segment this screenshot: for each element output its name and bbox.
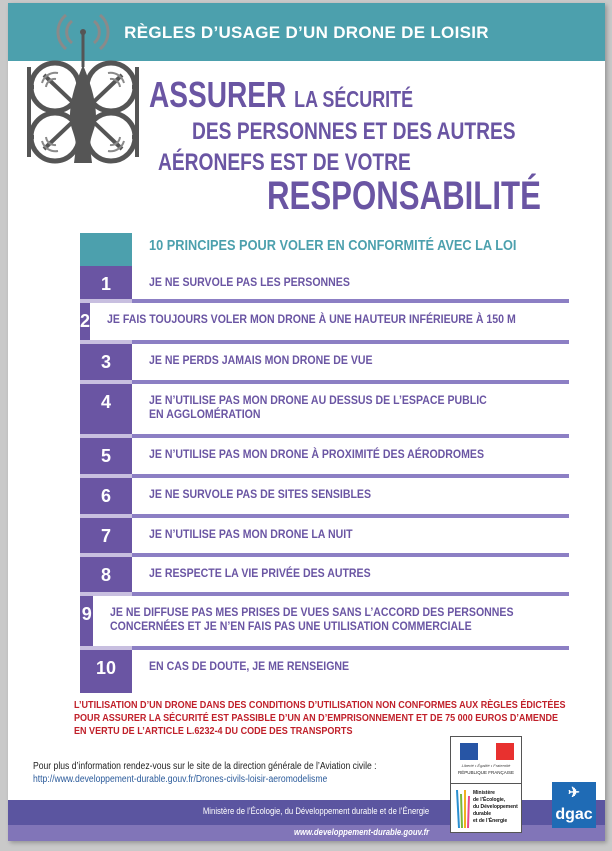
dgac-logo [552,782,596,828]
poster-header: RÈGLES D’USAGE D’UN DRONE DE LOISIR [8,3,605,61]
principle-number: 9 [80,596,93,646]
more-info [33,760,377,786]
plane-icon: ✈ [568,784,580,800]
ministry-logo-text: Ministère de l’Écologie, du Développement durable et de l’Énergie [473,790,518,824]
principle-row [80,478,569,514]
drone-icon [24,7,142,167]
headline-assurer: ASSURER [149,74,287,115]
principle-text: JE NE SURVOLE PAS LES PERSONNES [149,275,350,289]
rf-name: RÉPUBLIQUE FRANÇAISE [457,770,514,775]
principle-number: 3 [80,344,132,380]
principle-text: JE RESPECTE LA VIE PRIVÉE DES AUTRES [149,566,371,580]
principle-row [80,344,569,380]
principle-row [80,557,569,592]
more-info-link[interactable]: http://www.developpement-durable.gouv.fr/Drones-civils-loisir-aeromodelisme [33,774,328,785]
principle-row [80,266,569,299]
principle-number: 4 [80,384,132,434]
principle-number: 10 [80,650,132,693]
dgac-label: dgac [555,806,593,823]
poster-page [8,3,605,841]
footer-website[interactable]: www.developpement-durable.gouv.fr [293,827,429,837]
principle-text: JE N’UTILISE PAS MON DRONE À PROXIMITÉ DES AÉRODROMES [149,447,485,461]
principle-text: JE N’UTILISE PAS MON DRONE LA NUIT [149,527,353,541]
ministry-stripes-icon [455,788,471,830]
principle-text: JE N’UTILISE PAS MON DRONE AU DESSUS DE L’ESPACE PUBLIC EN AGGLOMÉRATION [149,393,487,421]
principle-number: 7 [80,518,132,553]
principle-row [80,596,569,646]
principle-text: JE NE SURVOLE PAS DE SITES SENSIBLES [149,487,372,501]
headline-line-4: RESPONSABILITÉ [267,174,541,218]
more-info-text: Pour plus d’information rendez-vous sur le site de la direction générale de l’Aviation civile : [33,761,377,772]
legal-warning: L’UTILISATION D’UN DRONE DANS DES CONDITIONS D’UTILISATION NON CONFORMES AUX RÈGLES ÉDICTÉES POUR ASSURER LA SÉCURITÉ EST PASSIBLE D’UN AN D’EMPRISONNEMENT ET DE 75 000 EUROS D’AMENDE EN VERTU DE L’ARTICLE L.6232-4 DU CODE DES TRANSPORTS [74,699,566,737]
principle-number: 6 [80,478,132,514]
principle-row [80,384,569,434]
principles-header-box [80,233,132,266]
headline-line-3: AÉRONEFS EST DE VOTRE [158,149,411,176]
principle-number: 1 [80,266,132,299]
principle-text: EN CAS DE DOUTE, JE ME RENSEIGNE [149,659,350,673]
principle-text: JE NE DIFFUSE PAS MES PRISES DE VUES SANS L’ACCORD DES PERSONNES CONCERNÉES ET JE N’EN FAIS PAS UNE UTILISATION COMMERCIALE [110,605,514,633]
principle-text: JE FAIS TOUJOURS VOLER MON DRONE À UNE HAUTEUR INFÉRIEURE À 150 M [107,312,516,326]
headline-line-2: DES PERSONNES ET DES AUTRES [192,118,516,145]
principle-row [80,303,569,340]
republique-francaise-logo [450,736,522,833]
principle-row [80,518,569,553]
headline-securite: LA SÉCURITÉ [294,86,414,112]
principle-row [80,438,569,474]
principle-number: 2 [80,303,90,340]
principle-number: 8 [80,557,132,592]
principles-list [80,266,569,693]
headline-line-1 [149,74,413,116]
principle-text: JE NE PERDS JAMAIS MON DRONE DE VUE [149,353,373,367]
footer-ministry: Ministère de l’Écologie, du Développement durable et de l’Énergie [202,806,429,816]
principle-row [80,650,569,693]
principle-number: 5 [80,438,132,474]
rf-motto: Liberté • Égalité • Fraternité [461,763,511,768]
principles-title: 10 PRINCIPES POUR VOLER EN CONFORMITÉ AVEC LA LOI [149,238,517,254]
